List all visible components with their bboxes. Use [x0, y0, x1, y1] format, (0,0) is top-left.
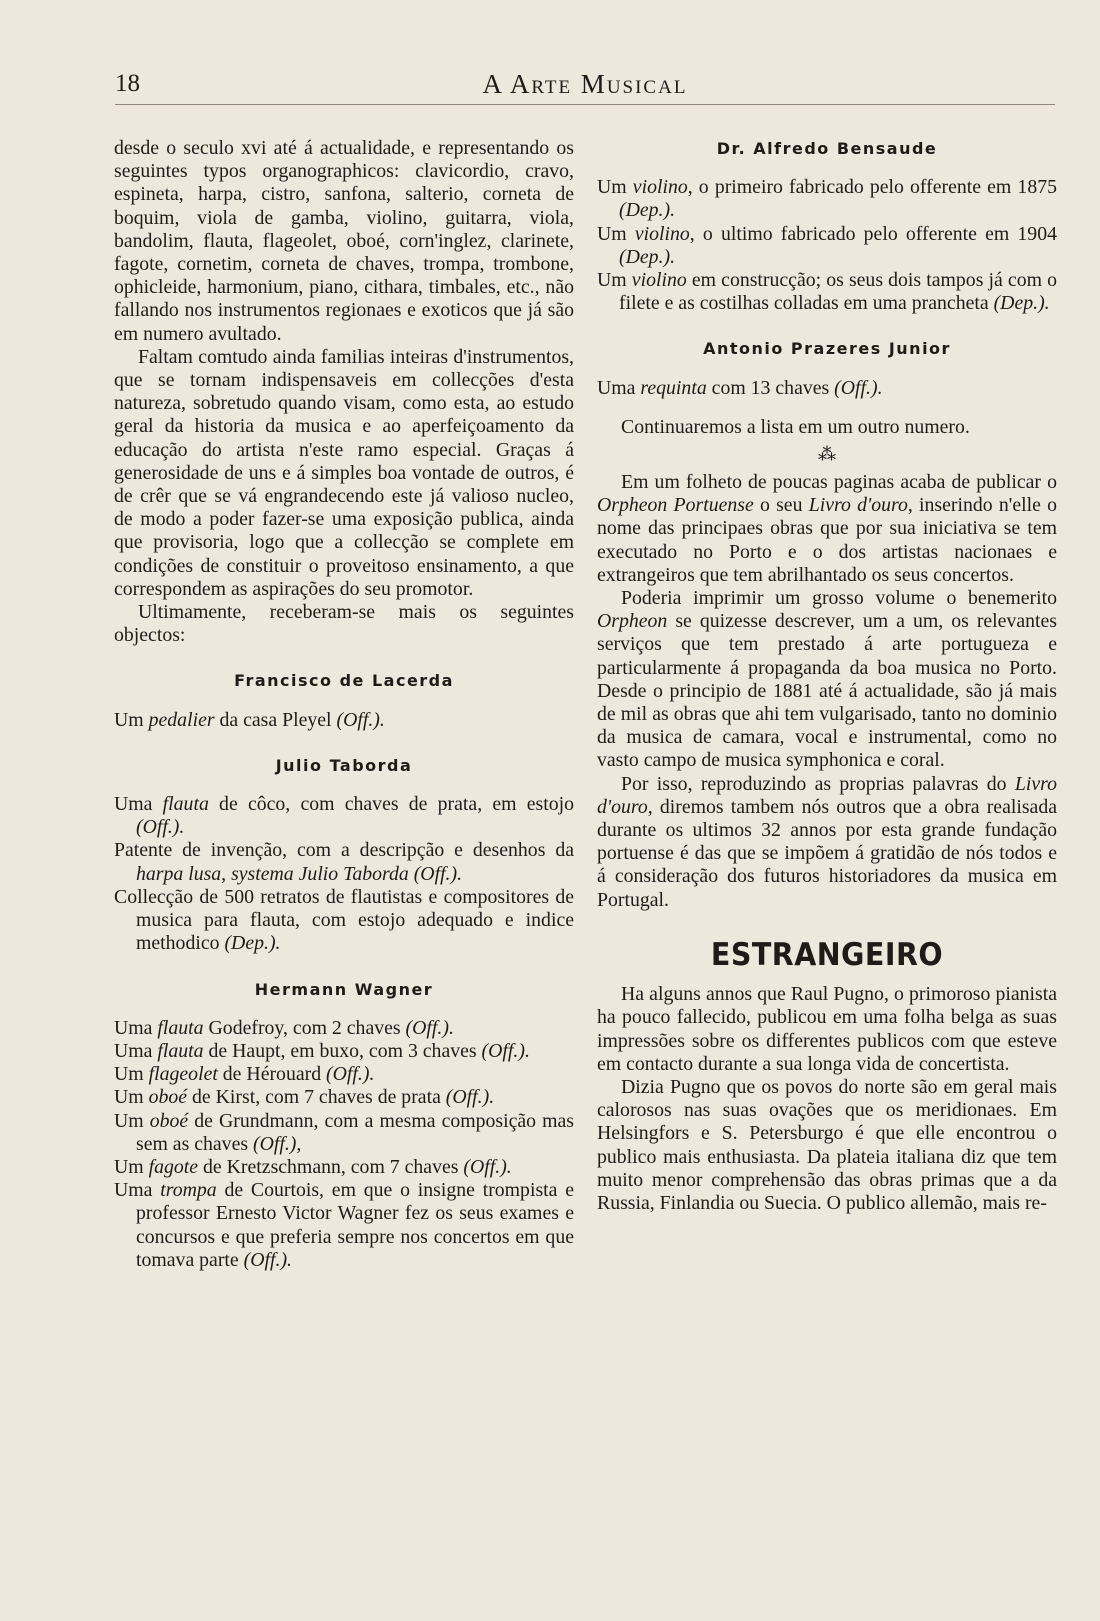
page-header: [115, 64, 1055, 105]
paragraph: Ultimamente, receberam-se mais os seguintes objectos:: [114, 601, 574, 647]
list-item: Uma flauta Godefroy, com 2 chaves (Off.).: [114, 1016, 454, 1039]
paragraph: Continuaremos a lista em um outro numero.: [621, 415, 970, 438]
donor-heading: Francisco de Lacerda: [234, 671, 454, 691]
list-item: Um violino em construcção; os seus dois tampos já com o filete e as costilhas colladas em uma prancheta (Dep.).: [597, 269, 1057, 315]
left-column: [114, 137, 574, 1272]
list-item: Um oboé de Grundmann, com a mesma composição mas sem as chaves (Off.),: [114, 1109, 574, 1155]
list-item: Um violino, o primeiro fabricado pelo offerente em 1875 (Dep.).: [597, 176, 1057, 222]
paragraph: Faltam comtudo ainda familias inteiras d'instrumentos, que se tornam indispensaveis em collecções d'esta natureza, sobretudo quando visam, como esta, ao estudo geral da historia da musica e ao aperfeiçoamento da educação do artista n'este ramo especial. Graças á generosidade de uns e á simples boa vontade de outros, é de crêr que se vá engrandecendo este já valioso nucleo, de modo a poder fazer-se uma exposição publica, ainda que provisoria, logo que a collecção se complete em condições de constituir o proveitoso ensinamento, a que correspondem as aspirações do seu promotor.: [114, 345, 574, 600]
list-item: Uma trompa de Courtois, em que o insigne trompista e professor Ernesto Victor Wagner fez os seus exames e concursos e que preferia sempre nos concertos em que tomava parte (Off.).: [114, 1179, 574, 1271]
list-item: Uma flauta de côco, com chaves de prata, em estojo (Off.).: [114, 793, 574, 839]
paragraph: Dizia Pugno que os povos do norte são em geral mais calorosos nas suas ovações que os meridionaes. Em Helsingfors e S. Petersburgo é que elle encontrou o publico mais enthusiasta. Da plateia italiana diz que tem muito menor comprehensão das obras primas que a da Russia, Finlandia ou Suecia. O publico allemão, mais re-: [597, 1075, 1057, 1214]
donor-heading: Hermann Wagner: [254, 979, 434, 999]
paragraph: Poderia imprimir um grosso volume o benemerito Orpheon se quizesse descrever, um a um, os relevantes serviços que tem prestado á arte portugueza e particularmente á propaganda da boa musica no Porto. Desde o principio de 1881 até á actualidade, são já mais de mil as obras que ahi tem vulgarisado, tanto no dominio da musica de camara, vocal e instrumental, como no vasto campo de musica symphonica e coral.: [597, 587, 1057, 772]
list-item: Um pedalier da casa Pleyel (Off.).: [114, 708, 385, 731]
paragraph: Ha alguns annos que Raul Pugno, o primoroso pianista ha pouco fallecido, publicou em uma folha belga as suas impressões sobre os differentes publicos com que esteve em contacto durante a sua longa vida de concertista.: [597, 983, 1057, 1075]
page-number: 18: [115, 70, 140, 97]
donor-heading: Antonio Prazeres Junior: [703, 339, 951, 359]
list-item: Collecção de 500 retratos de flautistas e compositores de musica para flauta, com estojo adequado e indice methodico (Dep.).: [114, 885, 574, 955]
list-item: Um fagote de Kretzschmann, com 7 chaves (Off.).: [114, 1155, 512, 1178]
section-separator: ⁂: [818, 444, 836, 465]
list-item: Um oboé de Kirst, com 7 chaves de prata (Off.).: [114, 1086, 495, 1109]
running-title: A Arte Musical: [482, 69, 688, 99]
list-item: Patente de invenção, com a descripção e desenhos da harpa lusa, systema Julio Taborda (Off.).: [114, 839, 574, 885]
section-title: ESTRANGEIRO: [710, 936, 944, 973]
right-column: [597, 137, 1057, 1215]
list-item: Uma requinta com 13 chaves (Off.).: [597, 376, 883, 399]
list-item: Uma flauta de Haupt, em buxo, com 3 chaves (Off.).: [114, 1039, 530, 1062]
list-item: Um violino, o ultimo fabricado pelo offerente em 1904 (Dep.).: [597, 222, 1057, 268]
paragraph: Por isso, reproduzindo as proprias palavras do Livro d'ouro, diremos tambem nós outros que a obra realisada durante os ultimos 32 annos por esta grande fundação portuense é das que se impõem á gratidão de nós todos e á consideração dos futuros historiadores da musica em Portugal.: [597, 772, 1057, 911]
donor-heading: Dr. Alfredo Bensaude: [716, 139, 938, 158]
paragraph: desde o seculo xvi até á actualidade, e representando os seguintes typos organographicos: clavicordio, cravo, espineta, harpa, cistro, sanfona, salterio, corneta de boquim, viola de gamba, violino, guitarra, viola, bandolim, flauta, flageolet, oboé, corn'inglez, clarinete, fagote, cornetim, corneta de chaves, trompa, trombone, ophicleide, harmonium, piano, cithara, timbales, etc., não fallando nos instrumentos regionaes e exoticos que já são em numero avultado.: [114, 137, 574, 345]
list-item: Um flageolet de Hérouard (Off.).: [114, 1063, 375, 1086]
donor-heading: Julio Taborda: [275, 755, 413, 775]
paragraph: Em um folheto de poucas paginas acaba de publicar o Orpheon Portuense o seu Livro d'ouro, inserindo n'elle o nome das principaes obras que por sua iniciativa se tem executado no Porto e o dos artistas nacionaes e extrangeiros que tem abrilhantado os seus concertos.: [597, 471, 1057, 586]
